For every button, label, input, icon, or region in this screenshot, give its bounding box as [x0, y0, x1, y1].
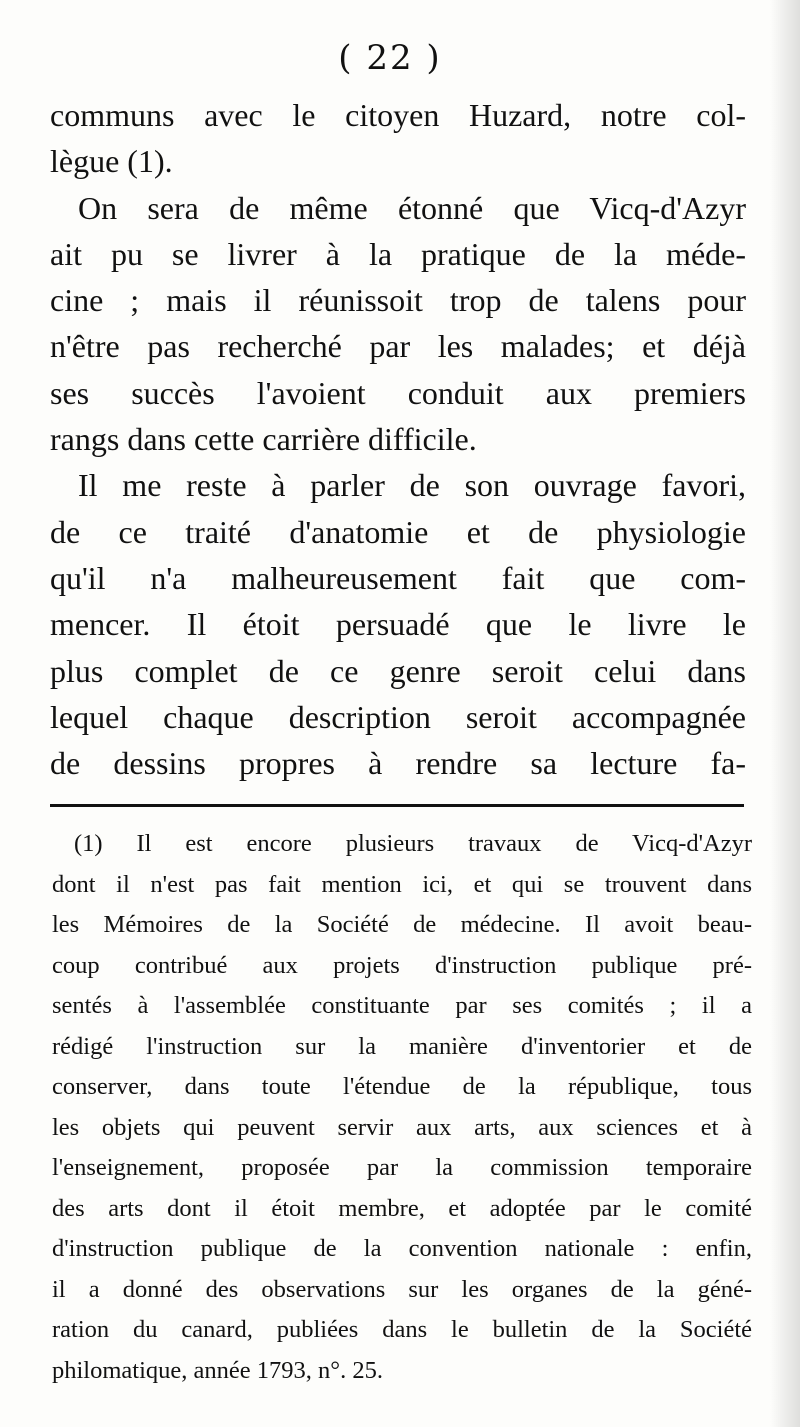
text-line: n'être pas recherché par les malades; et déjà — [50, 328, 746, 365]
text-line: ait pu se livrer à la pratique de la méde- — [50, 235, 746, 272]
text-line: communs avec le citoyen Huzard, notre col- — [50, 97, 746, 133]
footnote-line: d'instruction publique de la convention nationale : enfin, — [52, 1235, 752, 1262]
text-line: de ce traité d'anatomie et de physiologie — [50, 513, 746, 550]
text-line: de dessins propres à rendre sa lecture fa- — [50, 745, 746, 782]
text-line: plus complet de ce genre seroit celui dans — [50, 652, 746, 689]
footnote-line: philomatique, année 1793, n°. 25. — [52, 1356, 383, 1384]
text-line: mencer. Il étoit persuadé que le livre le — [50, 606, 746, 643]
text-line: Il me reste à parler de son ouvrage favori, — [78, 467, 746, 504]
text-line: cine ; mais il réunissoit trop de talens pour — [50, 282, 746, 319]
text-line: rangs dans cette carrière difficile. — [50, 421, 477, 458]
text-line: On sera de même étonné que Vicq-d'Azyr — [78, 189, 746, 226]
main-text — [50, 92, 746, 786]
text-line: lègue (1). — [50, 143, 173, 180]
footnote-line: conserver, dans toute l'étendue de la république, tous — [52, 1073, 752, 1100]
text-line: ses succès l'avoient conduit aux premiers — [50, 374, 746, 411]
footnote-line: rédigé l'instruction sur la manière d'inventorier et de — [52, 1032, 752, 1060]
footnote-line: (1) Il est encore plusieurs travaux de Vicq-d'Azyr — [74, 830, 752, 857]
page-number: ( 22 ) — [338, 38, 442, 78]
footnote-line: coup contribué aux projets d'instruction publique pré- — [52, 951, 752, 979]
footnote-line: les Mémoires de la Société de médecine. Il avoit beau- — [52, 911, 752, 938]
text-line: qu'il n'a malheureusement fait que com- — [50, 559, 746, 596]
footnote-line: l'enseignement, proposée par la commission temporaire — [52, 1154, 752, 1181]
footnote-line: sentés à l'assemblée constituante par ses comités ; il a — [52, 992, 752, 1019]
footnote-line: il a donné des observations sur les organes de la géné- — [52, 1275, 752, 1303]
footnote-line: des arts dont il étoit membre, et adoptée par le comité — [52, 1194, 752, 1222]
page-edge-shadow — [770, 0, 800, 1427]
footnote-line: les objets qui peuvent servir aux arts, aux sciences et à — [52, 1113, 752, 1141]
text-line: lequel chaque description seroit accompagnée — [50, 698, 746, 735]
footnote-line: ration du canard, publiées dans le bulletin de la Société — [52, 1316, 752, 1343]
footnote — [52, 824, 752, 1391]
footnote-divider — [50, 804, 744, 807]
footnote-line: dont il n'est pas fait mention ici, et qui se trouvent dans — [52, 870, 752, 898]
